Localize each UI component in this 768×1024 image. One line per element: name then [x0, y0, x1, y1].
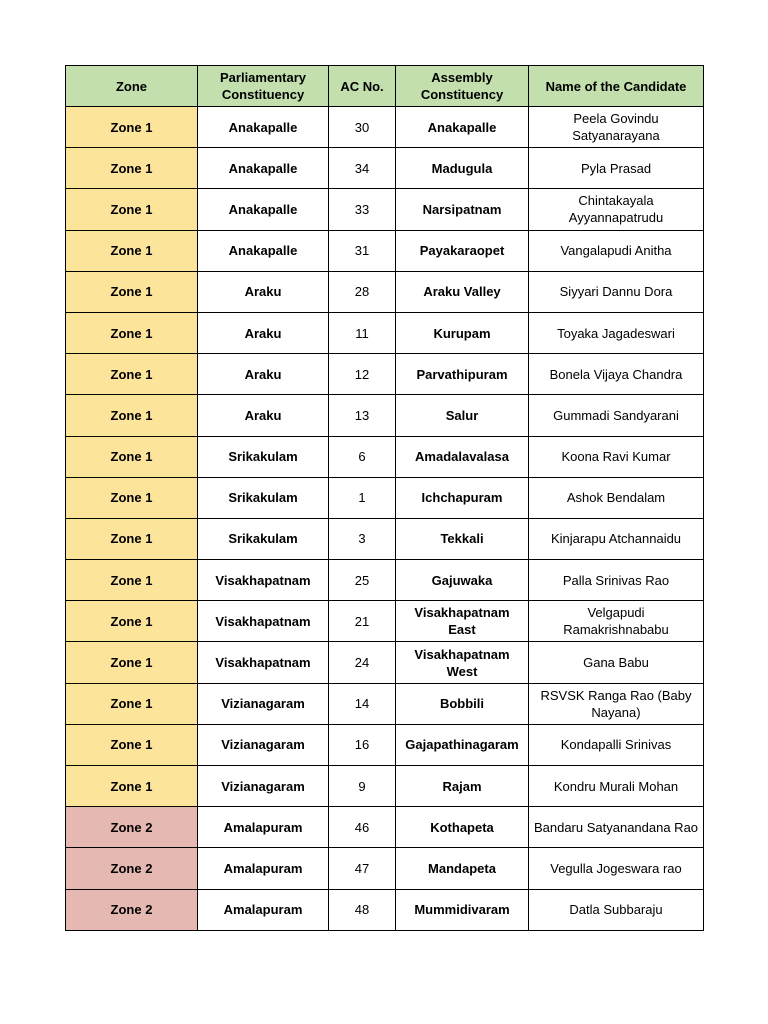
zone-cell: Zone 2: [66, 848, 198, 889]
ac-no-cell: 28: [329, 271, 396, 312]
zone-cell: Zone 2: [66, 807, 198, 848]
zone-cell: Zone 2: [66, 889, 198, 930]
parliamentary-constituency-cell: Amalapuram: [198, 889, 329, 930]
assembly-constituency-cell: Visakhapatnam West: [396, 642, 529, 683]
assembly-constituency-cell: Amadalavalasa: [396, 436, 529, 477]
assembly-constituency-cell: Rajam: [396, 766, 529, 807]
header-row: [66, 66, 704, 107]
ac-no-cell: 14: [329, 683, 396, 724]
assembly-constituency-cell: Madugula: [396, 148, 529, 189]
ac-no-cell: 12: [329, 354, 396, 395]
candidate-name-cell: Siyyari Dannu Dora: [529, 271, 704, 312]
ac-no-cell: 1: [329, 477, 396, 518]
candidate-name-cell: RSVSK Ranga Rao (Baby Nayana): [529, 683, 704, 724]
parliamentary-constituency-cell: Vizianagaram: [198, 724, 329, 765]
parliamentary-constituency-cell: Araku: [198, 312, 329, 353]
zone-cell: Zone 1: [66, 560, 198, 601]
ac-no-cell: 48: [329, 889, 396, 930]
zone-cell: Zone 1: [66, 518, 198, 559]
table-row: [66, 271, 704, 312]
assembly-constituency-cell: Ichchapuram: [396, 477, 529, 518]
zone-cell: Zone 1: [66, 148, 198, 189]
candidate-name-cell: Gana Babu: [529, 642, 704, 683]
table-row: [66, 560, 704, 601]
parliamentary-constituency-cell: Vizianagaram: [198, 683, 329, 724]
zone-cell: Zone 1: [66, 189, 198, 230]
candidate-name-cell: Vegulla Jogeswara rao: [529, 848, 704, 889]
assembly-constituency-cell: Salur: [396, 395, 529, 436]
parliamentary-constituency-cell: Visakhapatnam: [198, 642, 329, 683]
candidate-name-cell: Datla Subbaraju: [529, 889, 704, 930]
assembly-constituency-cell: Gajapathinagaram: [396, 724, 529, 765]
table-row: [66, 642, 704, 683]
zone-cell: Zone 1: [66, 601, 198, 642]
candidate-name-cell: Koona Ravi Kumar: [529, 436, 704, 477]
parliamentary-constituency-cell: Araku: [198, 354, 329, 395]
ac-no-cell: 3: [329, 518, 396, 559]
table-row: [66, 601, 704, 642]
header-candidate-name: Name of the Candidate: [529, 66, 704, 107]
zone-cell: Zone 1: [66, 395, 198, 436]
ac-no-cell: 21: [329, 601, 396, 642]
candidate-name-cell: Pyla Prasad: [529, 148, 704, 189]
assembly-constituency-cell: Payakaraopet: [396, 230, 529, 271]
table-row: [66, 724, 704, 765]
parliamentary-constituency-cell: Visakhapatnam: [198, 601, 329, 642]
parliamentary-constituency-cell: Srikakulam: [198, 477, 329, 518]
parliamentary-constituency-cell: Srikakulam: [198, 518, 329, 559]
ac-no-cell: 25: [329, 560, 396, 601]
table-row: [66, 148, 704, 189]
assembly-constituency-cell: Kurupam: [396, 312, 529, 353]
ac-no-cell: 34: [329, 148, 396, 189]
header-parliamentary-constituency: Parliamentary Constituency: [198, 66, 329, 107]
ac-no-cell: 13: [329, 395, 396, 436]
candidate-name-cell: Bandaru Satyanandana Rao: [529, 807, 704, 848]
table-row: [66, 354, 704, 395]
parliamentary-constituency-cell: Srikakulam: [198, 436, 329, 477]
assembly-constituency-cell: Bobbili: [396, 683, 529, 724]
assembly-constituency-cell: Mummidivaram: [396, 889, 529, 930]
zone-cell: Zone 1: [66, 436, 198, 477]
table-row: [66, 477, 704, 518]
zone-cell: Zone 1: [66, 312, 198, 353]
candidate-name-cell: Peela Govindu Satyanarayana: [529, 107, 704, 148]
table-row: [66, 189, 704, 230]
ac-no-cell: 16: [329, 724, 396, 765]
zone-cell: Zone 1: [66, 354, 198, 395]
assembly-constituency-cell: Mandapeta: [396, 848, 529, 889]
ac-no-cell: 47: [329, 848, 396, 889]
assembly-constituency-cell: Kothapeta: [396, 807, 529, 848]
parliamentary-constituency-cell: Visakhapatnam: [198, 560, 329, 601]
ac-no-cell: 30: [329, 107, 396, 148]
parliamentary-constituency-cell: Anakapalle: [198, 189, 329, 230]
ac-no-cell: 33: [329, 189, 396, 230]
candidate-name-cell: Toyaka Jagadeswari: [529, 312, 704, 353]
assembly-constituency-cell: Tekkali: [396, 518, 529, 559]
candidate-name-cell: Kinjarapu Atchannaidu: [529, 518, 704, 559]
zone-cell: Zone 1: [66, 107, 198, 148]
header-assembly-constituency: Assembly Constituency: [396, 66, 529, 107]
assembly-constituency-cell: Anakapalle: [396, 107, 529, 148]
table-row: [66, 807, 704, 848]
candidate-name-cell: Kondru Murali Mohan: [529, 766, 704, 807]
assembly-constituency-cell: Araku Valley: [396, 271, 529, 312]
parliamentary-constituency-cell: Vizianagaram: [198, 766, 329, 807]
parliamentary-constituency-cell: Araku: [198, 395, 329, 436]
assembly-constituency-cell: Parvathipuram: [396, 354, 529, 395]
parliamentary-constituency-cell: Anakapalle: [198, 148, 329, 189]
candidate-name-cell: Velgapudi Ramakrishnababu: [529, 601, 704, 642]
table-row: [66, 766, 704, 807]
header-ac-no: AC No.: [329, 66, 396, 107]
ac-no-cell: 31: [329, 230, 396, 271]
parliamentary-constituency-cell: Anakapalle: [198, 107, 329, 148]
assembly-constituency-cell: Gajuwaka: [396, 560, 529, 601]
zone-cell: Zone 1: [66, 271, 198, 312]
table-row: [66, 518, 704, 559]
zone-cell: Zone 1: [66, 766, 198, 807]
table-row: [66, 848, 704, 889]
table-row: [66, 436, 704, 477]
zone-cell: Zone 1: [66, 230, 198, 271]
table-row: [66, 107, 704, 148]
candidate-name-cell: Chintakayala Ayyannapatrudu: [529, 189, 704, 230]
zone-cell: Zone 1: [66, 477, 198, 518]
zone-cell: Zone 1: [66, 642, 198, 683]
ac-no-cell: 11: [329, 312, 396, 353]
ac-no-cell: 9: [329, 766, 396, 807]
candidate-name-cell: Kondapalli Srinivas: [529, 724, 704, 765]
candidate-name-cell: Ashok Bendalam: [529, 477, 704, 518]
parliamentary-constituency-cell: Araku: [198, 271, 329, 312]
candidate-name-cell: Gummadi Sandyarani: [529, 395, 704, 436]
table-row: [66, 683, 704, 724]
parliamentary-constituency-cell: Amalapuram: [198, 848, 329, 889]
assembly-constituency-cell: Narsipatnam: [396, 189, 529, 230]
table-row: [66, 395, 704, 436]
ac-no-cell: 24: [329, 642, 396, 683]
parliamentary-constituency-cell: Amalapuram: [198, 807, 329, 848]
header-zone: Zone: [66, 66, 198, 107]
ac-no-cell: 46: [329, 807, 396, 848]
ac-no-cell: 6: [329, 436, 396, 477]
table-row: [66, 889, 704, 930]
candidate-name-cell: Bonela Vijaya Chandra: [529, 354, 704, 395]
table-row: [66, 230, 704, 271]
candidate-name-cell: Palla Srinivas Rao: [529, 560, 704, 601]
assembly-constituency-cell: Visakhapatnam East: [396, 601, 529, 642]
table-body: [66, 107, 704, 931]
candidate-name-cell: Vangalapudi Anitha: [529, 230, 704, 271]
parliamentary-constituency-cell: Anakapalle: [198, 230, 329, 271]
zone-cell: Zone 1: [66, 724, 198, 765]
table-row: [66, 312, 704, 353]
zone-cell: Zone 1: [66, 683, 198, 724]
candidates-table: [65, 65, 704, 931]
